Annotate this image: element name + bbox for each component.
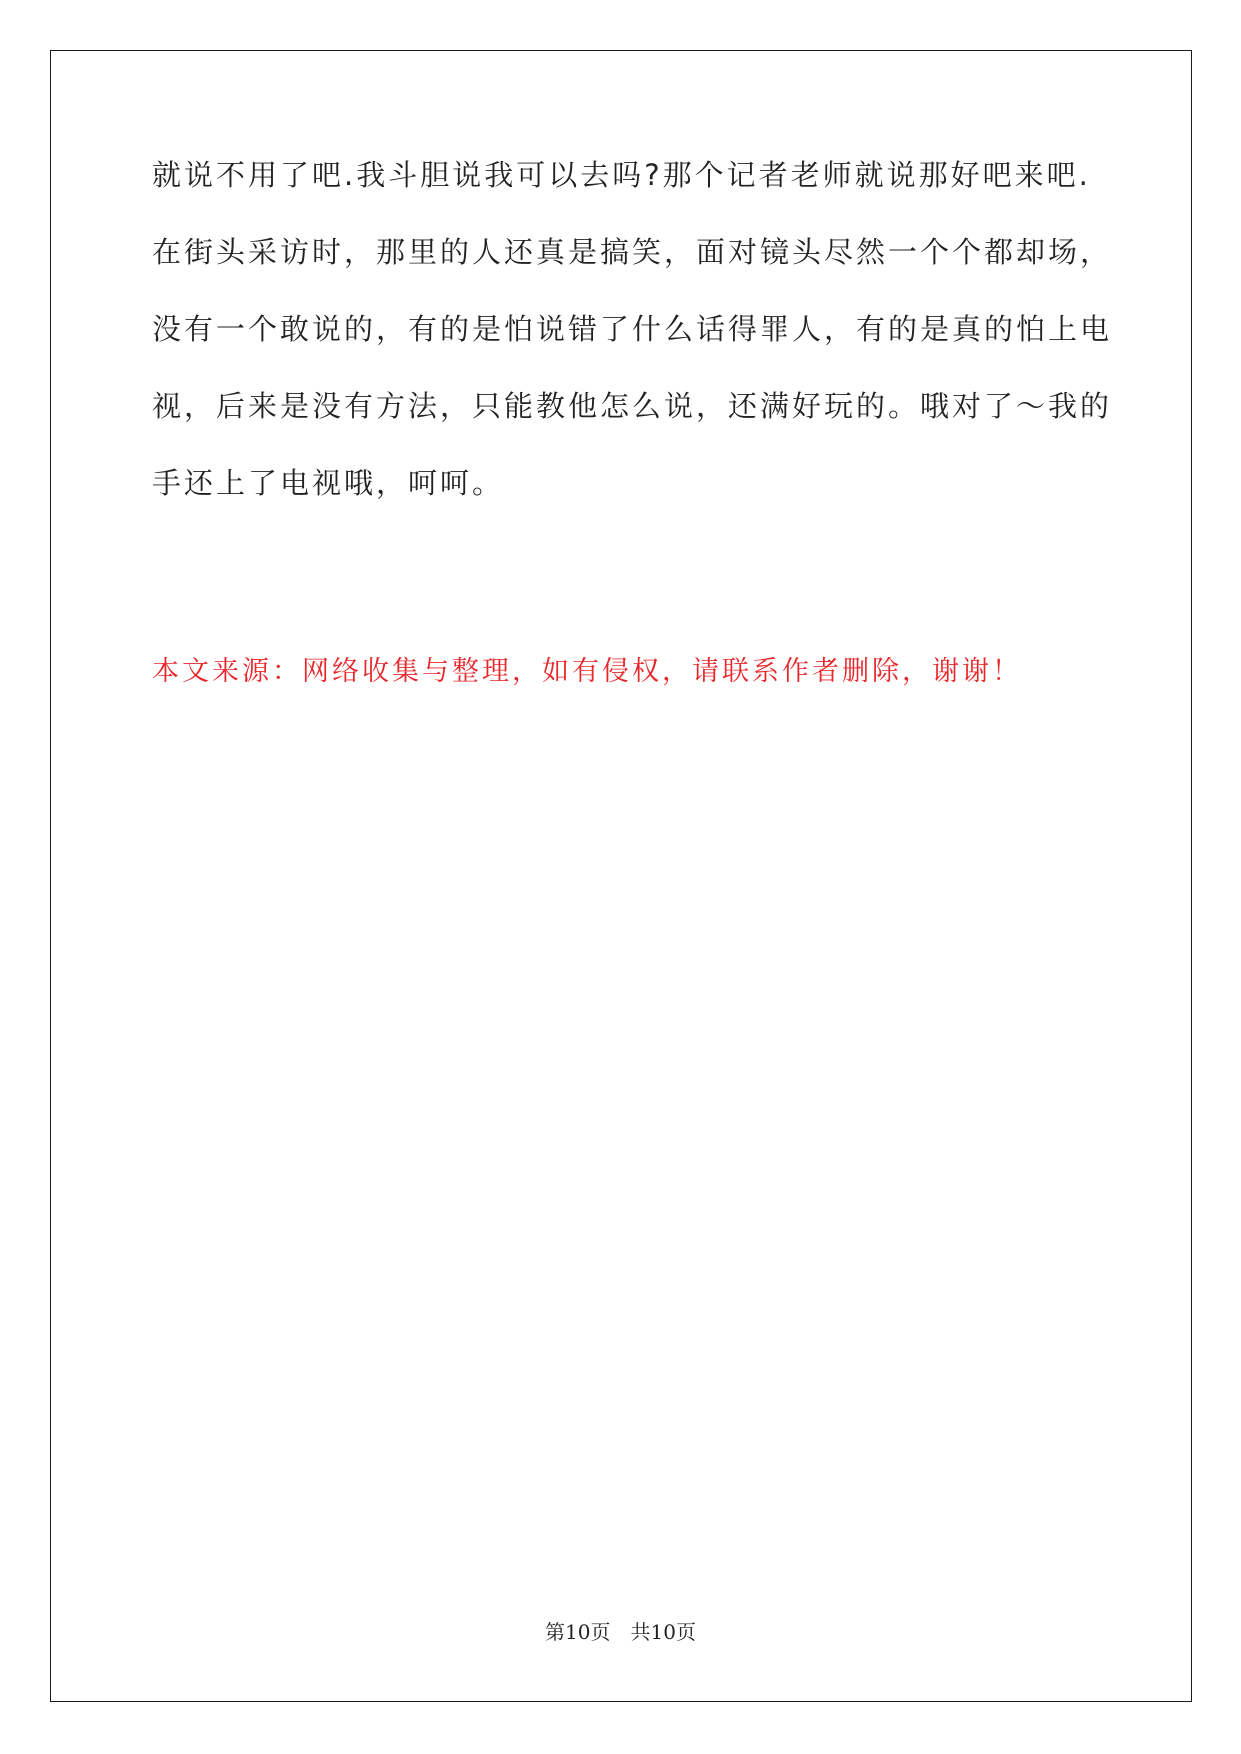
- body-line-4: 视，后来是没有方法，只能教他怎么说，还满好玩的。哦对了～我的: [152, 389, 1113, 423]
- body-line-3: 没有一个敢说的，有的是怕说错了什么话得罪人，有的是真的怕上电: [152, 312, 1113, 346]
- body-line-5: 手还上了电视哦，呵呵。: [152, 466, 505, 500]
- body-line-2: 在街头采访时，那里的人还真是搞笑，面对镜头尽然一个个都却场，: [152, 235, 1113, 269]
- source-note: 本文来源：网络收集与整理，如有侵权，请联系作者删除，谢谢！: [152, 656, 1022, 687]
- current-page-number: 第10页: [545, 1620, 611, 1644]
- page-footer: [0, 1620, 1241, 1644]
- body-line-1: 就说不用了吧.我斗胆说我可以去吗?那个记者老师就说那好吧来吧.: [152, 158, 1091, 192]
- body-text: [152, 160, 1112, 545]
- total-pages: 共10页: [630, 1620, 696, 1644]
